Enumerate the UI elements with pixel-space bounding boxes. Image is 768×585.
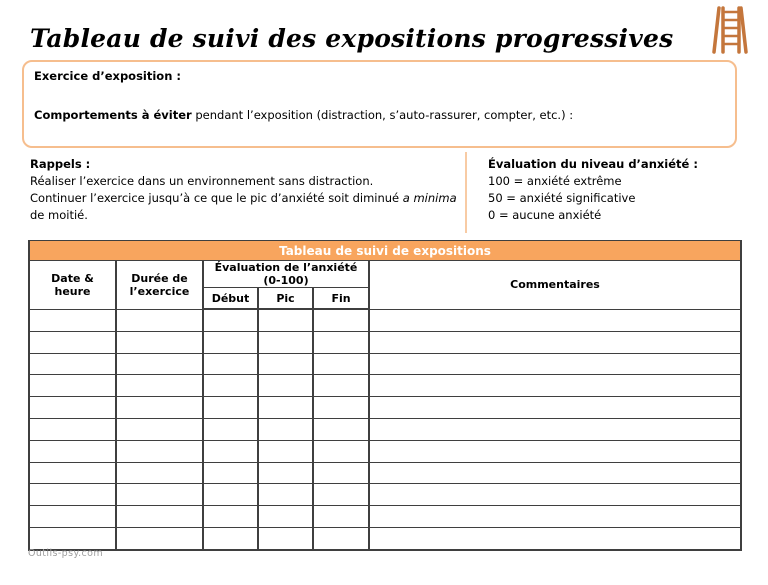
table-cell bbox=[313, 418, 369, 440]
table-cell bbox=[116, 440, 203, 462]
table-cell bbox=[116, 418, 203, 440]
table-cell bbox=[29, 440, 116, 462]
table-cell bbox=[29, 353, 116, 375]
table-cell bbox=[258, 418, 313, 440]
table-cell bbox=[369, 440, 741, 462]
footer-site-name: Outils-psy.com bbox=[28, 548, 104, 559]
section-divider bbox=[465, 152, 467, 233]
table-row bbox=[29, 331, 741, 353]
column-header-peak: Pic bbox=[258, 288, 313, 310]
table-cell bbox=[369, 506, 741, 528]
table-row bbox=[29, 462, 741, 484]
table-cell bbox=[369, 418, 741, 440]
table-cell bbox=[313, 309, 369, 331]
anxiety-scale-item-0: 0 = aucune anxiété bbox=[488, 208, 602, 222]
table-cell bbox=[313, 353, 369, 375]
table-cell bbox=[258, 375, 313, 397]
anxiety-scale-heading: Évaluation du niveau d’anxiété : bbox=[488, 157, 698, 171]
table-cell bbox=[29, 527, 116, 549]
table-banner-row bbox=[29, 241, 741, 261]
table-cell bbox=[313, 331, 369, 353]
table-row bbox=[29, 375, 741, 397]
reminders-line2-italic: a minima bbox=[402, 191, 457, 205]
page-title: Tableau de suivi des expositions progressives bbox=[30, 24, 674, 53]
table-cell bbox=[116, 353, 203, 375]
table-cell bbox=[203, 527, 258, 549]
table-cell bbox=[369, 397, 741, 419]
table-cell bbox=[203, 309, 258, 331]
table-row bbox=[29, 309, 741, 331]
exercise-label: Exercice d’exposition : bbox=[34, 69, 181, 83]
table-cell bbox=[116, 506, 203, 528]
column-header-end: Fin bbox=[313, 288, 369, 310]
table-cell bbox=[29, 397, 116, 419]
table-cell bbox=[313, 375, 369, 397]
behaviors-label-bold: Comportements à éviter bbox=[34, 108, 192, 122]
reminders-line1: Réaliser l’exercice dans un environnement sans distraction. bbox=[30, 174, 374, 188]
exposure-exercise-box bbox=[22, 60, 737, 148]
table-cell bbox=[258, 440, 313, 462]
table-cell bbox=[369, 527, 741, 549]
reminders-section bbox=[30, 156, 458, 224]
table-row bbox=[29, 506, 741, 528]
table-cell bbox=[369, 375, 741, 397]
table-cell bbox=[313, 397, 369, 419]
exposure-tracking-table bbox=[28, 240, 742, 551]
table-cell bbox=[369, 484, 741, 506]
column-header-comments: Commentaires bbox=[369, 261, 741, 310]
column-header-evaluation-group: Évaluation de l’anxiété (0-100) bbox=[203, 261, 369, 288]
table-cell bbox=[258, 331, 313, 353]
table-body bbox=[29, 309, 741, 550]
ladder-icon bbox=[706, 6, 752, 54]
table-row bbox=[29, 440, 741, 462]
table-cell bbox=[116, 527, 203, 549]
table-cell bbox=[203, 375, 258, 397]
table-cell bbox=[313, 484, 369, 506]
table-cell bbox=[116, 462, 203, 484]
table-cell bbox=[258, 353, 313, 375]
table-row bbox=[29, 484, 741, 506]
reminders-line2-end: de moitié. bbox=[30, 208, 88, 222]
table-row bbox=[29, 397, 741, 419]
table-row bbox=[29, 527, 741, 549]
table-cell bbox=[29, 309, 116, 331]
table-cell bbox=[313, 462, 369, 484]
table-cell bbox=[313, 506, 369, 528]
table-cell bbox=[203, 462, 258, 484]
behaviors-label-rest: pendant l’exposition (distraction, s’auto-rassurer, compter, etc.) : bbox=[191, 108, 574, 122]
table-cell bbox=[258, 484, 313, 506]
table-cell bbox=[203, 484, 258, 506]
table-cell bbox=[258, 462, 313, 484]
anxiety-scale-item-100: 100 = anxiété extrême bbox=[488, 174, 622, 188]
table-cell bbox=[258, 527, 313, 549]
table-cell bbox=[116, 331, 203, 353]
table-cell bbox=[369, 462, 741, 484]
reminders-line2 bbox=[30, 190, 458, 224]
anxiety-scale-section bbox=[488, 156, 760, 224]
column-header-duration: Durée de l’exercice bbox=[116, 261, 203, 310]
table-cell bbox=[116, 309, 203, 331]
table-cell bbox=[116, 375, 203, 397]
table-cell bbox=[369, 331, 741, 353]
table-cell bbox=[313, 527, 369, 549]
table-cell bbox=[203, 440, 258, 462]
table-cell bbox=[203, 353, 258, 375]
table-cell bbox=[258, 506, 313, 528]
table-cell bbox=[29, 331, 116, 353]
table-cell bbox=[203, 397, 258, 419]
table-cell bbox=[369, 309, 741, 331]
reminders-line2-start: Continuer l’exercice jusqu’à ce que le pic d’anxiété soit diminué bbox=[30, 191, 403, 205]
table-row bbox=[29, 353, 741, 375]
table-cell bbox=[203, 506, 258, 528]
table-cell bbox=[258, 309, 313, 331]
table-cell bbox=[116, 397, 203, 419]
anxiety-scale-item-50: 50 = anxiété significative bbox=[488, 191, 636, 205]
table-cell bbox=[29, 462, 116, 484]
behaviors-label bbox=[34, 108, 725, 123]
table-cell bbox=[29, 484, 116, 506]
reminders-heading: Rappels : bbox=[30, 157, 91, 171]
table-cell bbox=[116, 484, 203, 506]
table-cell bbox=[203, 418, 258, 440]
table-header-row-1 bbox=[29, 261, 741, 288]
table-cell bbox=[203, 331, 258, 353]
table-cell bbox=[29, 375, 116, 397]
column-header-start: Début bbox=[203, 288, 258, 310]
table-cell bbox=[258, 397, 313, 419]
table-cell bbox=[29, 506, 116, 528]
table-cell bbox=[313, 440, 369, 462]
table-cell bbox=[29, 418, 116, 440]
table-row bbox=[29, 418, 741, 440]
table-banner: Tableau de suivi de expositions bbox=[29, 241, 741, 261]
table-cell bbox=[369, 353, 741, 375]
column-header-date: Date & heure bbox=[29, 261, 116, 310]
